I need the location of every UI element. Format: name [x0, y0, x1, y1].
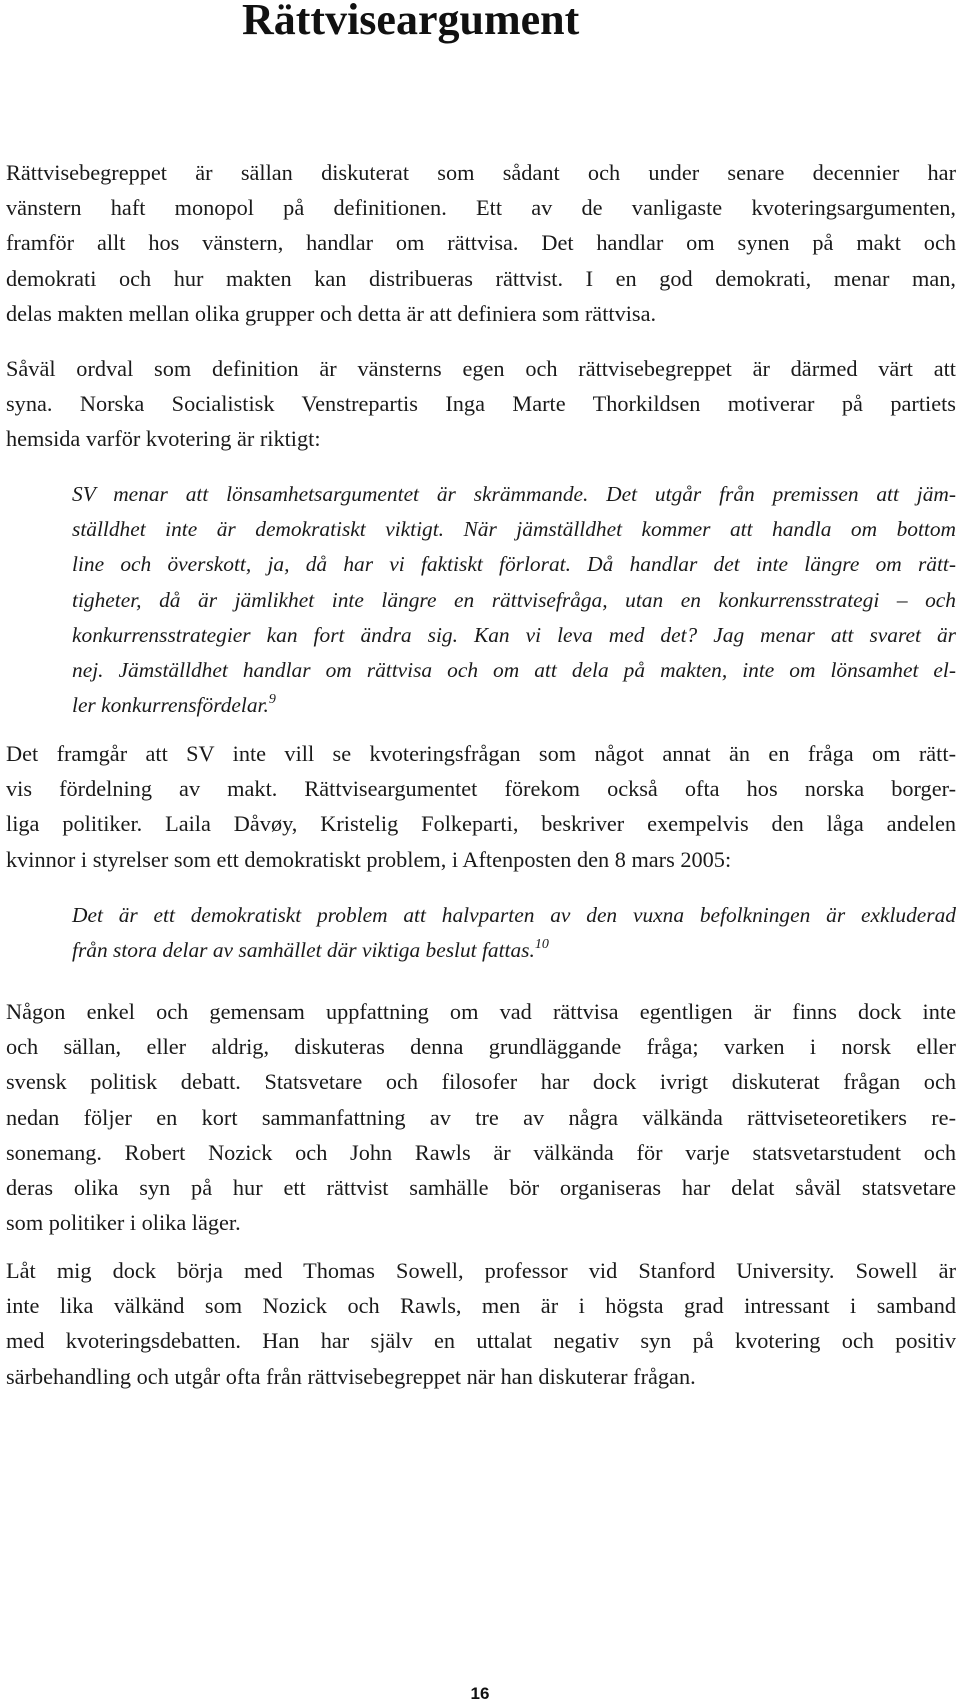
- text-line: som politiker i olika läger.: [6, 1210, 241, 1236]
- quote-text: från stora delar av samhället där viktiga beslut fattas.: [72, 938, 535, 963]
- text-line: liga politiker. Laila Dåvøy, Kristelig Folkeparti, beskriver exempelvis den låga andelen: [6, 811, 956, 837]
- body-paragraph: [6, 351, 956, 457]
- block-quote: [72, 477, 956, 723]
- quote-line: nej. Jämställdhet handlar om rättvisa och om att dela på makten, inte om lönsamhet el-: [72, 658, 956, 683]
- page-title: Rättviseargument: [242, 0, 580, 44]
- text-line: Det framgår att SV inte vill se kvoteringsfrågan som något annat än en fråga om rätt-: [6, 741, 956, 766]
- text-line: svensk politisk debatt. Statsvetare och filosofer har dock ivrigt diskuterat frågan och: [6, 1069, 956, 1095]
- footnote-marker: 10: [534, 937, 549, 953]
- text-line: deras olika syn på hur ett rättvist samhälle bör organiseras har delat såväl statsvetare: [6, 1175, 956, 1201]
- block-quote: [72, 898, 956, 968]
- text-line: hemsida varför kvotering är riktigt:: [6, 426, 321, 452]
- quote-line: line och överskott, ja, då har vi faktiskt förlorat. Då handlar det inte längre om rätt-: [72, 552, 956, 577]
- text-line: vänstern haft monopol på definitionen. Ett av de vanligaste kvoteringsargumenten,: [6, 195, 956, 221]
- quote-line: tigheter, då är jämlikhet inte längre en rättvisefråga, utan en konkurrensstrategi – och: [72, 587, 956, 612]
- quote-line: [72, 688, 956, 723]
- text-line: framför allt hos vänstern, handlar om rättvisa. Det handlar om synen på makt och: [6, 230, 956, 256]
- text-line: nedan följer en kort sammanfattning av tre av några välkända rättviseteoretikers re-: [6, 1104, 956, 1130]
- text-line: med kvoteringsdebatten. Han har själv en uttalat negativ syn på kvotering och positiv: [6, 1328, 956, 1354]
- text-line: demokrati och hur makten kan distribueras rättvist. I en god demokrati, menar man,: [6, 265, 956, 291]
- quote-line: konkurrensstrategier kan fort ändra sig. Kan vi leva med det? Jag menar att svaret är: [72, 622, 956, 647]
- body-paragraph: [6, 736, 956, 877]
- text-line: Såväl ordval som definition är vänsterns egen och rättvisebegreppet är därmed värt att: [6, 356, 956, 381]
- quote-line: Det är ett demokratiskt problem att halvparten av den vuxna befolkningen är exkluderad: [72, 903, 956, 927]
- text-line: och sällan, eller aldrig, diskuteras denna grundläggande fråga; varken i norsk eller: [6, 1034, 956, 1060]
- body-paragraph: [6, 994, 956, 1240]
- quote-line: SV menar att lönsamhetsargumentet är skrämmande. Det utgår från premissen att jäm-: [72, 482, 956, 506]
- quote-line: ställdhet inte är demokratiskt viktigt. När jämställdhet kommer att handla om bottom: [72, 517, 956, 542]
- text-line: sonemang. Robert Nozick och John Rawls är välkända för varje statsvetarstudent och: [6, 1139, 956, 1165]
- body-paragraph: [6, 1253, 956, 1394]
- text-line: Rättvisebegreppet är sällan diskuterat som sådant och under senare decennier har: [6, 160, 956, 185]
- text-line: delas makten mellan olika grupper och detta är att definiera som rättvisa.: [6, 300, 657, 326]
- page-number: 16: [470, 1684, 490, 1703]
- text-line: särbehandling och utgår ofta från rättvisebegreppet när han diskuterar frågan.: [6, 1363, 696, 1389]
- text-line: vis fördelning av makt. Rättviseargumentet förekom också ofta hos norska borger-: [6, 776, 956, 802]
- quote-text: ler konkurrensfördelar.: [72, 693, 269, 718]
- text-line: syna. Norska Socialistisk Venstrepartis Inga Marte Thorkildsen motiverar på partiets: [6, 391, 956, 417]
- body-paragraph: [6, 155, 956, 331]
- footnote-marker: 9: [268, 692, 276, 708]
- text-line: Låt mig dock börja med Thomas Sowell, professor vid Stanford University. Sowell är: [6, 1258, 956, 1283]
- text-line: kvinnor i styrelser som ett demokratiskt problem, i Aftenposten den 8 mars 2005:: [6, 846, 732, 872]
- text-line: inte lika välkänd som Nozick och Rawls, men är i högsta grad intressant i samband: [6, 1293, 956, 1319]
- text-line: Någon enkel och gemensam uppfattning om vad rättvisa egentligen är finns dock inte: [6, 999, 956, 1024]
- quote-line: [72, 933, 956, 968]
